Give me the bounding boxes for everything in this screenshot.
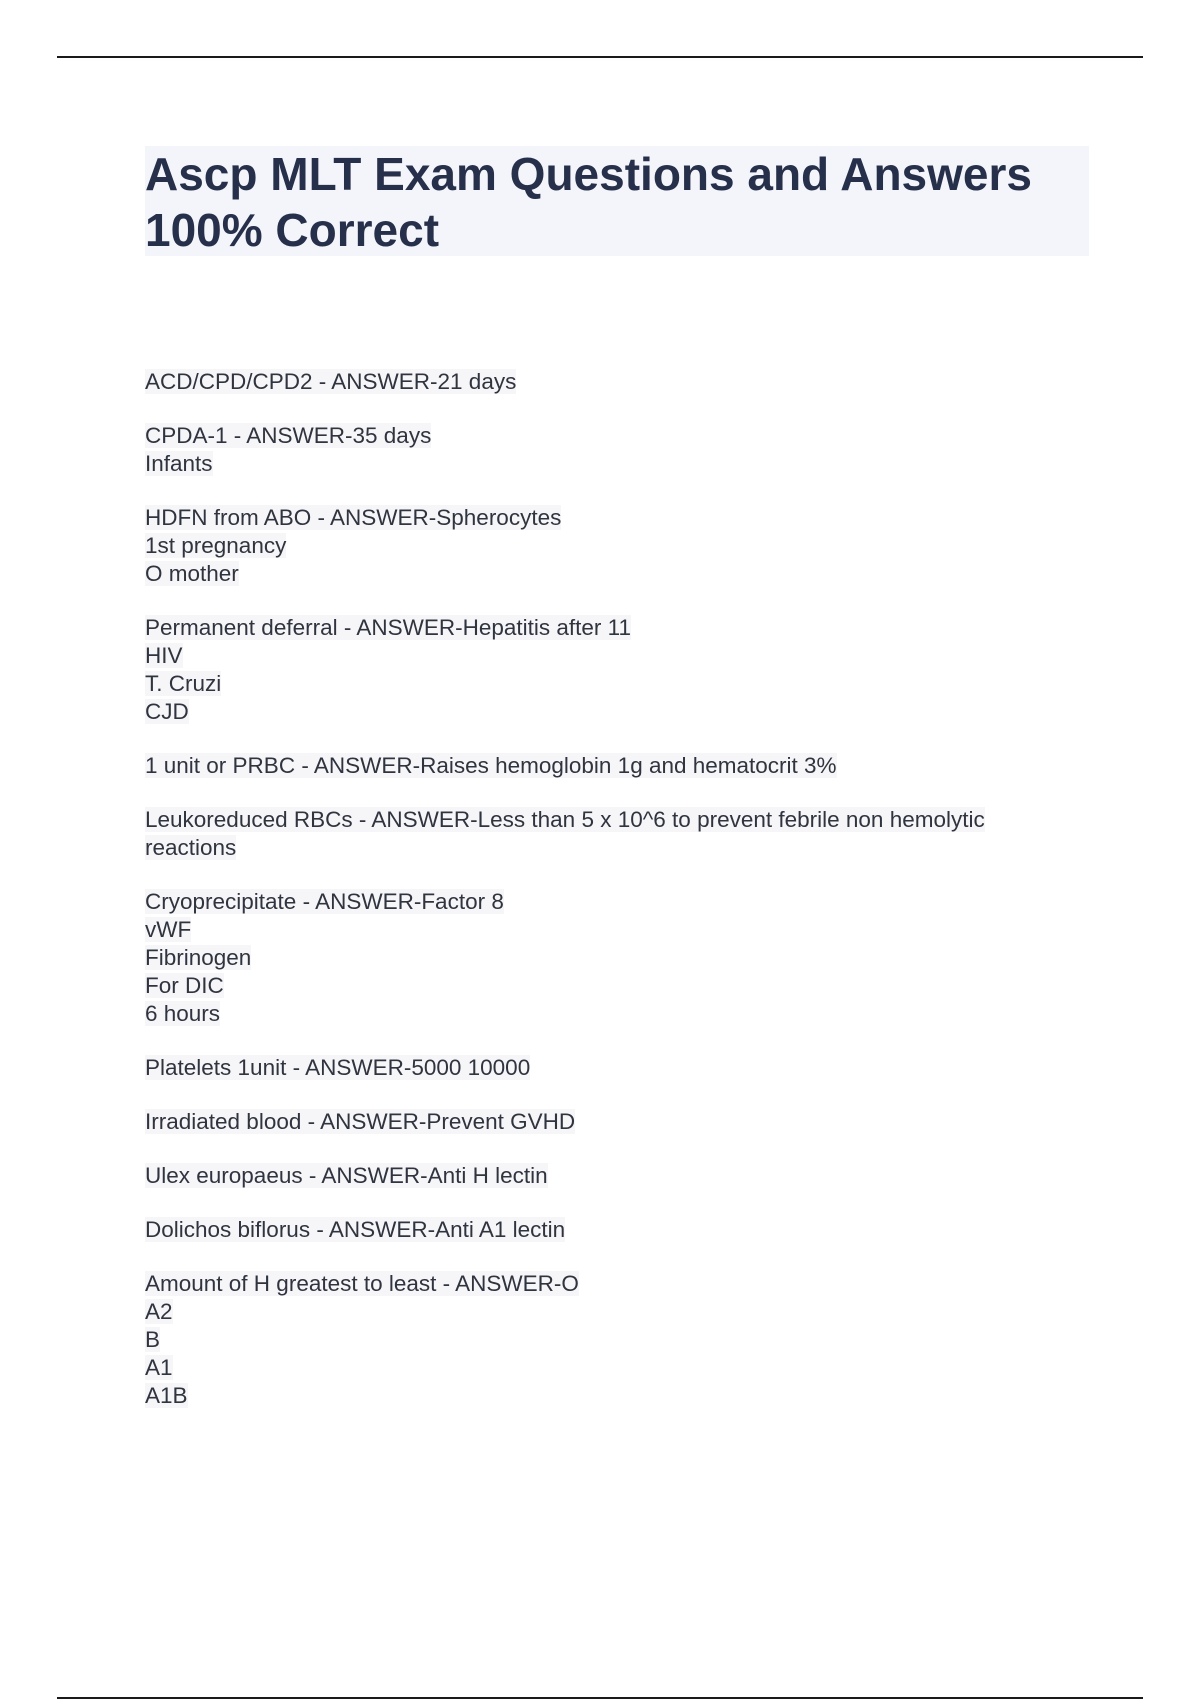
qa-text: A2 [145, 1299, 173, 1324]
qa-entry [145, 888, 1075, 1028]
qa-answer-line [145, 1354, 1075, 1382]
qa-question-answer [145, 1054, 1075, 1082]
qa-answer-line [145, 944, 1075, 972]
qa-text: HIV [145, 643, 183, 668]
qa-entry [145, 368, 1075, 396]
bottom-rule [57, 1697, 1143, 1699]
qa-text: A1 [145, 1355, 173, 1380]
qa-text: A1B [145, 1383, 188, 1408]
qa-question-answer [145, 752, 1075, 780]
qa-text: O mother [145, 561, 239, 586]
qa-entry [145, 1108, 1075, 1136]
qa-answer-line [145, 834, 1075, 862]
qa-answer-line [145, 560, 1075, 588]
qa-answer-line [145, 1382, 1075, 1410]
qa-answer-line [145, 1298, 1075, 1326]
top-rule [57, 56, 1143, 58]
qa-question-answer [145, 806, 1075, 834]
qa-text: Platelets 1unit - ANSWER-5000 10000 [145, 1055, 531, 1080]
qa-text: Irradiated blood - ANSWER-Prevent GVHD [145, 1109, 576, 1134]
qa-question-answer [145, 614, 1075, 642]
qa-entry [145, 1162, 1075, 1190]
qa-question-answer [145, 1108, 1075, 1136]
qa-entry [145, 1054, 1075, 1082]
qa-text: Fibrinogen [145, 945, 252, 970]
qa-answer-line [145, 532, 1075, 560]
qa-text: Ulex europaeus - ANSWER-Anti H lectin [145, 1163, 548, 1188]
qa-text: CPDA-1 - ANSWER-35 days [145, 423, 432, 448]
qa-question-answer [145, 1216, 1075, 1244]
qa-entry [145, 752, 1075, 780]
qa-answer-line [145, 698, 1075, 726]
qa-text: CJD [145, 699, 189, 724]
qa-text: For DIC [145, 973, 224, 998]
qa-entry [145, 504, 1075, 588]
qa-text: Cryoprecipitate - ANSWER-Factor 8 [145, 889, 504, 914]
qa-text: T. Cruzi [145, 671, 222, 696]
qa-text: B [145, 1327, 161, 1352]
qa-answer-line [145, 972, 1075, 1000]
qa-entry [145, 1216, 1075, 1244]
qa-text: reactions [145, 835, 237, 860]
qa-list [145, 368, 1075, 1436]
qa-text: Infants [145, 451, 213, 476]
qa-answer-line [145, 1326, 1075, 1354]
qa-answer-line [145, 1000, 1075, 1028]
qa-question-answer [145, 888, 1075, 916]
document-title: Ascp MLT Exam Questions and Answers 100% Correct [145, 148, 1032, 256]
qa-text: Amount of H greatest to least - ANSWER-O [145, 1271, 579, 1296]
qa-text: 1st pregnancy [145, 533, 287, 558]
qa-text: 6 hours [145, 1001, 221, 1026]
qa-entry [145, 1270, 1075, 1410]
qa-question-answer [145, 1162, 1075, 1190]
qa-text: vWF [145, 917, 192, 942]
qa-text: Dolichos biflorus - ANSWER-Anti A1 lectin [145, 1217, 566, 1242]
qa-text: ACD/CPD/CPD2 - ANSWER-21 days [145, 369, 517, 394]
qa-question-answer [145, 368, 1075, 396]
qa-entry [145, 806, 1075, 862]
qa-answer-line [145, 916, 1075, 944]
qa-text: Permanent deferral - ANSWER-Hepatitis after 11 [145, 615, 632, 640]
qa-entry [145, 614, 1075, 726]
qa-question-answer [145, 422, 1075, 450]
qa-text: 1 unit or PRBC - ANSWER-Raises hemoglobin 1g and hematocrit 3% [145, 753, 837, 778]
qa-question-answer [145, 1270, 1075, 1298]
qa-question-answer [145, 504, 1075, 532]
qa-entry [145, 422, 1075, 478]
qa-text: HDFN from ABO - ANSWER-Spherocytes [145, 505, 562, 530]
qa-answer-line [145, 642, 1075, 670]
qa-text: Leukoreduced RBCs - ANSWER-Less than 5 x 10^6 to prevent febrile non hemolytic [145, 807, 985, 832]
qa-answer-line [145, 670, 1075, 698]
qa-answer-line [145, 450, 1075, 478]
